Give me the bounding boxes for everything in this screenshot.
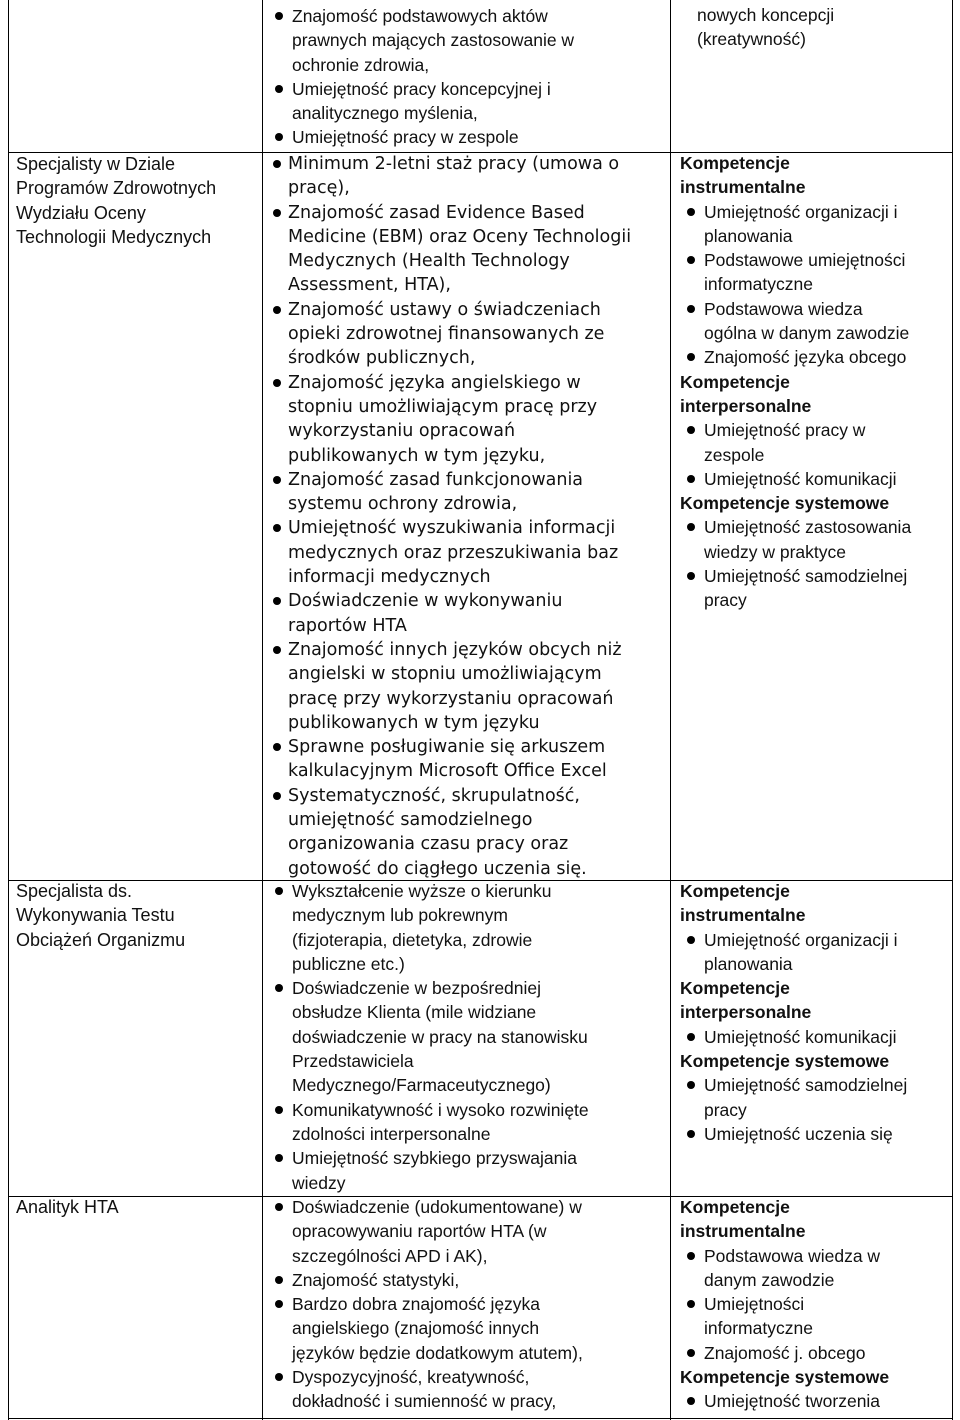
list-item-line: Assessment, HTA), [288, 275, 451, 296]
position-name-line: Specjalista ds. [16, 881, 133, 901]
list-item-line: publiczne etc.) [292, 953, 405, 974]
list-item [680, 1244, 948, 1293]
competency-line: nowych koncepcji [697, 5, 835, 25]
list-item-line: angielskiego (znajomość innych [292, 1318, 540, 1339]
competency-category-heading [680, 976, 948, 1025]
bullet-icon [273, 597, 281, 605]
list-item-line: środków publicznych, [288, 348, 476, 369]
list-item-line: dokładność i sumienność w pracy, [292, 1391, 557, 1412]
bullet-icon [687, 523, 695, 531]
competency-heading-line: interpersonalne [680, 395, 812, 416]
bullet-icon [275, 133, 283, 141]
competency-heading-line: Kompetencje systemowe [680, 1051, 890, 1072]
list-item-line: pracę przy wykorzystaniu opracowań [288, 688, 614, 709]
bullet-icon [275, 12, 283, 20]
list-item-line: Bardzo dobra znajomość języka [292, 1294, 541, 1315]
bullet-icon [687, 305, 695, 313]
list-item [680, 248, 948, 297]
bullet-icon [687, 1397, 695, 1405]
bullet-icon [275, 1300, 283, 1308]
competency-heading-line: Kompetencje [680, 1197, 790, 1217]
position-name-line: Programów Zdrowotnych [16, 178, 217, 199]
requirements-continuation [268, 4, 668, 150]
list-item [268, 1195, 668, 1268]
bullet-icon [687, 426, 695, 434]
list-item-line: angielski w stopniu umożliwiającym [288, 664, 602, 685]
competency-heading-line: Kompetencje [680, 978, 790, 999]
list-item [268, 125, 668, 149]
competencies-continuation [697, 3, 947, 52]
competencies-analityk [680, 1195, 948, 1414]
position-name-line: Wydziału Oceny [16, 202, 146, 223]
list-item-line: ogólna w danym zawodzie [704, 323, 910, 344]
list-item-line: Znajomość statystyki, [292, 1269, 460, 1290]
list-item-line: kalkulacyjnym Microsoft Office Excel [288, 761, 607, 782]
list-item-line: Umiejętność pracy w [704, 420, 866, 441]
list-item-line: wiedzy [292, 1172, 346, 1193]
list-item [268, 516, 668, 589]
bullet-icon [687, 1300, 695, 1308]
bullet-icon [687, 1081, 695, 1089]
list-item-line: szczególności APD i AK), [292, 1245, 488, 1266]
list-item-line: pracy [704, 1099, 747, 1120]
requirements-specjalisty [268, 152, 668, 881]
position-name-line: Specjalisty w Dziale [16, 154, 176, 174]
list-item-line: Doświadczenie w wykonywaniu [288, 591, 563, 612]
list-item-line: języków będzie dodatkowym atutem), [292, 1342, 583, 1363]
list-item-line: medycznych oraz przeszukiwania baz [288, 542, 619, 563]
list-item-line: obsłudze Klienta (mile widziane [292, 1002, 537, 1023]
list-item-line: Minimum 2-letni staż pracy (umowa o [288, 154, 620, 174]
list-item-line: Umiejętność samodzielnej [704, 566, 908, 587]
competency-category-heading [680, 370, 948, 419]
bullet-icon [687, 208, 695, 216]
requirements-analityk [268, 1195, 668, 1414]
list-item-line: Podstawowa wiedza w [704, 1245, 881, 1266]
list-item-line: Dyspozycyjność, kreatywność, [292, 1367, 530, 1388]
bullet-icon [687, 1130, 695, 1138]
competency-category-heading [680, 491, 948, 515]
list-item [268, 1268, 668, 1292]
list-item [268, 1365, 668, 1414]
competency-heading-line: Kompetencje [680, 371, 790, 392]
list-item [680, 467, 948, 491]
list-item-line: Umiejętność wyszukiwania informacji [288, 518, 616, 539]
list-item-line: doświadczenie w pracy na stanowisku [292, 1026, 588, 1047]
competency-category-heading [680, 1049, 948, 1073]
bullet-icon [273, 524, 281, 532]
list-item-line: Doświadczenie w bezpośredniej [292, 978, 542, 999]
bullet-icon [275, 1203, 283, 1211]
list-item [680, 1025, 948, 1049]
bullet-icon [273, 743, 281, 751]
competency-heading-line: instrumentalne [680, 1221, 806, 1242]
table-border-right [952, 0, 953, 1420]
list-item-line: (fizjoterapia, dietetyka, zdrowie [292, 929, 533, 950]
list-item-line: Medycznych (Health Technology [288, 251, 570, 272]
list-item [680, 515, 948, 564]
list-item-line: Przedstawiciela [292, 1051, 414, 1072]
list-item-line: Systematyczność, skrupulatność, [288, 785, 580, 806]
table-border-left [8, 0, 9, 1420]
list-item-line: umiejętność samodzielnego [288, 810, 533, 831]
list-item [680, 1389, 948, 1413]
list-item-line: wykorzystaniu opracowań [288, 421, 516, 442]
list-item [268, 201, 668, 298]
competency-heading-line: interpersonalne [680, 1002, 812, 1023]
list-item [680, 1122, 948, 1146]
bullet-icon [273, 646, 281, 654]
list-item-line: Umiejętność komunikacji [704, 1026, 897, 1047]
list-item-line: planowania [704, 225, 793, 246]
list-item-line: Umiejętność organizacji i [704, 201, 898, 222]
list-item-line: Znajomość j. obcego [704, 1342, 866, 1363]
position-name-line: Obciążeń Organizmu [16, 929, 186, 950]
list-item-line: Umiejętność uczenia się [704, 1123, 893, 1144]
bullet-icon [273, 209, 281, 217]
list-item-line: Umiejętność komunikacji [704, 468, 897, 489]
competencies-specjalista-ds [680, 879, 948, 1146]
list-item-line: Umiejętność zastosowania [704, 517, 912, 538]
list-item-line: Znajomość ustawy o świadczeniach [288, 299, 601, 320]
bullet-icon [687, 353, 695, 361]
bullet-icon [275, 1373, 283, 1381]
competency-category-heading [680, 1365, 948, 1389]
list-item-line: planowania [704, 953, 793, 974]
list-item-line: Komunikatywność i wysoko rozwinięte [292, 1099, 589, 1120]
list-item [268, 298, 668, 371]
competency-heading-line: Kompetencje systemowe [680, 1367, 890, 1388]
list-item-line: Znajomość języka obcego [704, 347, 907, 368]
competency-heading-line: instrumentalne [680, 177, 806, 198]
list-item [680, 928, 948, 977]
table-divider-1 [262, 0, 263, 1420]
bullet-icon [687, 475, 695, 483]
list-item [680, 297, 948, 346]
list-item-line: gotowość do ciągłego uczenia się. [288, 858, 587, 879]
competency-category-heading [680, 1195, 948, 1244]
list-item-line: Znajomość podstawowych aktów [292, 6, 548, 26]
position-name-specjalisty [16, 152, 256, 249]
bullet-icon [687, 1033, 695, 1041]
list-item-line: informacji medycznych [288, 567, 491, 588]
list-item [268, 976, 668, 1097]
list-item-line: wiedzy w praktyce [704, 541, 846, 562]
list-item [268, 735, 668, 784]
list-item [268, 784, 668, 881]
list-item-line: Umiejętności [704, 1294, 805, 1315]
list-item-line: Podstawowe umiejętności [704, 250, 906, 271]
list-item-line: zespole [704, 444, 765, 465]
list-item [268, 1292, 668, 1365]
list-item-line: Umiejętność pracy koncepcyjnej i [292, 78, 551, 99]
list-item-line: Umiejętność organizacji i [704, 929, 898, 950]
list-item [268, 1098, 668, 1147]
table-divider-2 [670, 0, 671, 1420]
bullet-icon [687, 256, 695, 264]
competency-heading-line: Kompetencje [680, 881, 790, 901]
competency-category-heading [680, 151, 948, 200]
bullet-icon [275, 1276, 283, 1284]
list-item-line: raportów HTA [288, 615, 407, 636]
list-item-line: pracę), [288, 178, 350, 199]
bullet-icon [273, 379, 281, 387]
list-item [268, 371, 668, 468]
bullet-icon [275, 984, 283, 992]
competency-category-heading [680, 879, 948, 928]
bullet-icon [275, 1154, 283, 1162]
competency-heading-line: instrumentalne [680, 905, 806, 926]
list-item-line: prawnych mających zastosowanie w [292, 30, 575, 51]
bullet-icon [273, 476, 281, 484]
table-border-bottom [8, 1418, 953, 1419]
list-item [268, 152, 668, 201]
list-item-line: Doświadczenie (udokumentowane) w [292, 1197, 582, 1217]
bullet-icon [273, 792, 281, 800]
list-item [268, 589, 668, 638]
list-item-line: stopniu umożliwiającym pracę przy [288, 396, 598, 417]
list-item-line: Wykształcenie wyższe o kierunku [292, 881, 552, 901]
list-item-line: medycznym lub pokrewnym [292, 905, 508, 926]
position-name-analityk [16, 1195, 256, 1219]
list-item-line: pracy [704, 590, 747, 611]
list-item [680, 345, 948, 369]
list-item [268, 1146, 668, 1195]
list-item [680, 1073, 948, 1122]
bullet-icon [273, 306, 281, 314]
bullet-icon [273, 160, 281, 168]
list-item [268, 638, 668, 735]
bullet-icon [687, 572, 695, 580]
bullet-icon [687, 936, 695, 944]
list-item-line: Medycznego/Farmaceutycznego) [292, 1075, 551, 1096]
list-item-line: Umiejętność pracy w zespole [292, 127, 519, 148]
position-name-line: Technologii Medycznych [16, 226, 212, 247]
list-item-line: Znajomość języka angielskiego w [288, 372, 581, 393]
list-item [268, 77, 668, 126]
list-item-line: Znajomość zasad Evidence Based [288, 202, 585, 223]
list-item-line: opieki zdrowotnej finansowanych ze [288, 324, 605, 345]
list-item-line: systemu ochrony zdrowia, [288, 494, 518, 515]
position-name-line: Wykonywania Testu [16, 905, 175, 926]
list-item [680, 200, 948, 249]
bullet-icon [275, 1106, 283, 1114]
requirements-specjalista-ds [268, 879, 668, 1195]
bullet-icon [687, 1349, 695, 1357]
list-item [268, 879, 668, 976]
list-item [268, 468, 668, 517]
bullet-icon [275, 85, 283, 93]
competencies-specjalisty [680, 151, 948, 613]
list-item-line: informatyczne [704, 274, 813, 295]
list-item-line: publikowanych w tym języku, [288, 445, 546, 466]
list-item-line: zdolności interpersonalne [292, 1123, 491, 1144]
competency-heading-line: Kompetencje systemowe [680, 493, 890, 514]
list-item [680, 418, 948, 467]
position-name-line: Analityk HTA [16, 1197, 119, 1217]
list-item-line: ochronie zdrowia, [292, 54, 430, 75]
list-item-line: Sprawne posługiwanie się arkuszem [288, 737, 606, 758]
position-name-specjalista-ds [16, 879, 256, 952]
list-item-line: Znajomość innych języków obcych niż [288, 639, 622, 660]
list-item-line: danym zawodzie [704, 1269, 835, 1290]
competency-heading-line: Kompetencje [680, 153, 790, 173]
list-item-line: opracowywaniu raportów HTA (w [292, 1221, 547, 1242]
list-item-line: analitycznego myślenia, [292, 103, 478, 124]
list-item-line: Umiejętność tworzenia [704, 1391, 881, 1412]
competency-line: (kreatywność) [697, 29, 806, 50]
list-item-line: Umiejętność szybkiego przyswajania [292, 1148, 577, 1169]
list-item [680, 1292, 948, 1341]
list-item-line: organizowania czasu pracy oraz [288, 834, 569, 855]
list-item-line: publikowanych w tym języku [288, 712, 540, 733]
list-item-line: Umiejętność samodzielnej [704, 1075, 908, 1096]
list-item-line: informatyczne [704, 1318, 813, 1339]
list-item [680, 564, 948, 613]
list-item-line: Znajomość zasad funkcjonowania [288, 469, 584, 490]
list-item-line: Medicine (EBM) oraz Oceny Technologii [288, 226, 632, 247]
list-item-line: Podstawowa wiedza [704, 298, 863, 319]
bullet-icon [275, 887, 283, 895]
bullet-icon [687, 1252, 695, 1260]
list-item [680, 1341, 948, 1365]
list-item [268, 4, 668, 77]
